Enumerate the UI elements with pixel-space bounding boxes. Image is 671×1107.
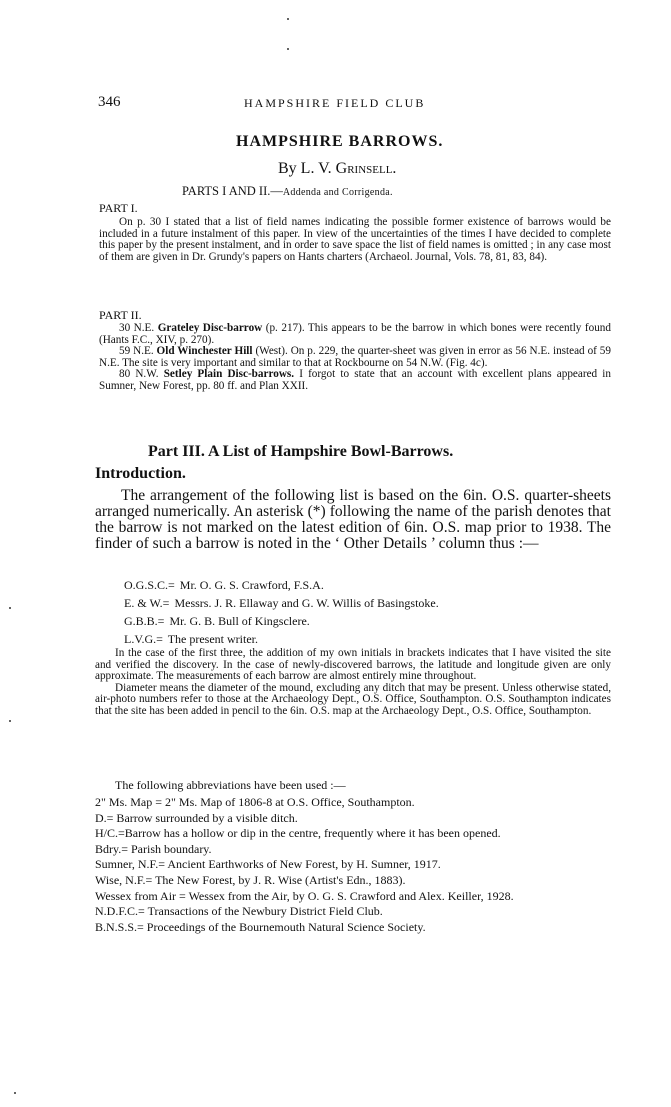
abbreviation-item: N.D.F.C.= Transactions of the Newbury District Field Club. (95, 904, 383, 919)
abbreviation-item: Wessex from Air = Wessex from the Air, by O. G. S. Crawford and Alex. Keiller, 1928. (95, 888, 514, 903)
part1-paragraph: On p. 30 I stated that a list of field names indicating the possible former existence of barrows would be included in a future instalment of this paper. In view of the uncertainties of the times I have decided to complete this paper by the present instalment, and in order to save space the list of field names is omitted ; in any case most of them are given in Dr. Grundy's papers on Hants charters (Archaeol. Journal, Vols. 78, 81, 83, 84). (99, 216, 611, 263)
entry-name: Setley Plain Disc-barrows. (163, 368, 295, 381)
abbreviation-item: H/C.=Barrow has a hollow or dip in the centre, frequently where it has been opened. (95, 826, 501, 841)
entry-ref: 80 N.W. (119, 368, 159, 381)
entry-text: (West). On p. 229, the quarter-sheet was given in error as 56 N.E. instead of 59 N.E. The site is very important and similar to that at Rockbourne on 54 N.W. (Fig. 4c). (99, 345, 611, 369)
part3-intro (95, 488, 611, 552)
part2-label: PART II. (99, 308, 142, 322)
finder-desc: Mr. O. G. S. Crawford, F.S.A. (179, 578, 324, 592)
finder-item (124, 578, 439, 593)
scan-speck (9, 720, 11, 722)
byline-by: By L. V. (278, 160, 332, 177)
finder-desc: Mr. G. B. Bull of Kingsclere. (169, 614, 310, 628)
abbreviation-item: Wise, N.F.= The New Forest, by J. R. Wise (Artist's Edn., 1883). (95, 872, 406, 887)
part3-heading: Part III. A List of Hampshire Bowl-Barrows. (148, 443, 454, 460)
finders-list (124, 578, 439, 647)
scan-speck (14, 1092, 16, 1094)
finder-item (124, 614, 439, 629)
scan-speck (287, 48, 289, 50)
finder-desc: The present writer. (167, 632, 258, 646)
part1-label: PART I. (99, 201, 138, 215)
entry-text: (p. 217). This appears to be the barrow in which bones were recently found (Hants F.C., XIV, p. 270). (99, 322, 611, 346)
entry-ref: 59 N.E. (119, 345, 154, 358)
abbreviations-list (95, 796, 611, 936)
page-number: 346 (98, 94, 121, 110)
finder-abbr: E. & W.= (124, 596, 170, 610)
entry-ref: 30 N.E. (119, 322, 155, 334)
byline-author: Grinsell. (335, 160, 397, 177)
finder-abbr: O.G.S.C.= (124, 578, 175, 592)
part2-entry (99, 323, 611, 346)
finder-item (124, 632, 439, 647)
entry-name: Grateley Disc-barrow (157, 322, 263, 334)
part3-subheading: Introduction. (95, 465, 186, 482)
abbrev-intro: The following abbreviations have been used :— (115, 778, 346, 792)
finder-abbr: G.B.B.= (124, 614, 165, 628)
part2-entry (99, 346, 611, 369)
intro-paragraph: The arrangement of the following list is based on the 6in. O.S. quarter-sheets arranged numerically. An asterisk (*) following the name of the parish denotes that the barrow is not marked on the latest edition of 6in. O.S. map prior to 1938. The finder of such a barrow is noted in the ‘ Other Details ’ column thus :— (95, 487, 611, 552)
finder-desc: Messrs. J. R. Ellaway and G. W. Willis of Basingstoke. (174, 596, 439, 610)
abbreviation-item: Bdry.= Parish boundary. (95, 841, 212, 856)
abbreviation-item: Sumner, N.F.= Ancient Earthworks of New Forest, by H. Sumner, 1917. (95, 857, 441, 872)
abbreviation-item: 2" Ms. Map = 2" Ms. Map of 1806-8 at O.S. Office, Southampton. (95, 795, 415, 809)
note-diameter: Diameter means the diameter of the mound, excluding any ditch that may be present. Unless otherwise stated, air-photo numbers refer to those at the Archaeology Dept., O.S. Office, Southampton. O.S. Southampton indicates that the site has been added in pencil to the 6in. O.S. map at the Archaeology Dept., O.S. Office, Southampton. (95, 681, 611, 717)
byline (278, 160, 396, 178)
part2-entry (99, 369, 611, 392)
parts-heading-sub: Addenda and Corrigenda. (282, 187, 393, 198)
part2-body (99, 323, 611, 393)
entry-text: I forgot to state that an account with excellent plans appeared in Sumner, New Forest, pp. 80 ff. and Plan XXII. (99, 368, 611, 392)
part3-notes (95, 648, 611, 718)
parts-heading-main: PARTS I AND II.— (182, 184, 283, 198)
abbreviation-item: D.= Barrow surrounded by a visible ditch. (95, 810, 298, 825)
abbreviation-item: B.N.S.S.= Proceedings of the Bournemouth Natural Science Society. (95, 919, 426, 934)
article-title: HAMPSHIRE BARROWS. (236, 133, 444, 150)
entry-name: Old Winchester Hill (156, 345, 253, 358)
part1-body (99, 217, 611, 263)
scan-speck (9, 607, 11, 609)
running-head: HAMPSHIRE FIELD CLUB (244, 96, 426, 110)
finder-item (124, 596, 439, 611)
note-verification: In the case of the first three, the addition of my own initials in brackets indicates that I have visited the site and verified the discovery. In the case of newly-discovered barrows, the latitude and longitude given are only approximate. The measurements of each barrow are almost entirely mine throughout. (95, 647, 611, 683)
finder-abbr: L.V.G.= (124, 632, 163, 646)
scan-speck (287, 18, 289, 20)
parts-heading (182, 184, 393, 199)
